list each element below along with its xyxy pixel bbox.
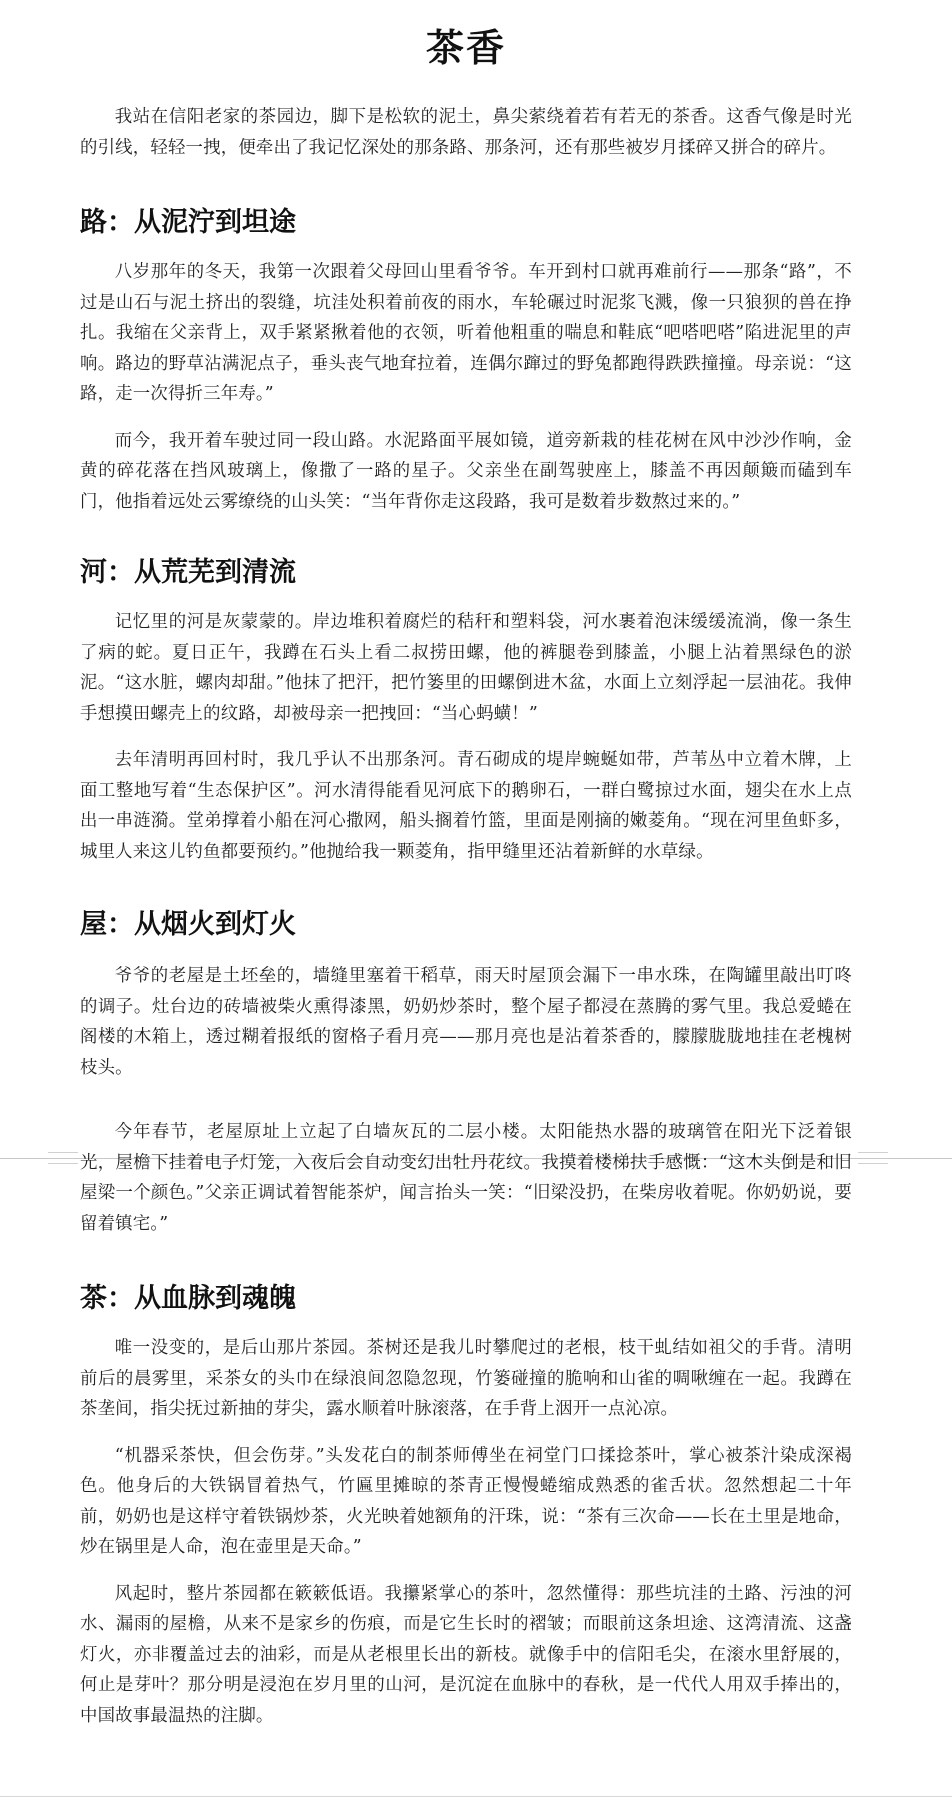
road-paragraph-2: 而今，我开着车驶过同一段山路。水泥路面平展如镜，道旁新栽的桂花树在风中沙沙作响，金黄的碎花落在挡风玻璃上，像撒了一路的星子。父亲坐在副驾驶座上，膝盖不再因颠簸而磕到车门，他指着远处云雾缭绕的山头笑：“当年背你走这段路，我可是数着步数熬过来的。”: [80, 430, 852, 512]
house-paragraph-2: 今年春节，老屋原址上立起了白墙灰瓦的二层小楼。太阳能热水器的玻璃管在阳光下泛着银光，屋檐下挂着电子灯笼，入夜后会自动变幻出牡丹花纹。我摸着楼梯扶手感慨：“这木头倒是和旧屋梁一个颜色。”父亲正调试着智能茶炉，闻言抬头一笑：“旧梁没扔，在柴房收着呢。你奶奶说，要留着镇宅。”: [80, 1122, 852, 1234]
river-paragraph-1: 记忆里的河是灰蒙蒙的。岸边堆积着腐烂的秸秆和塑料袋，河水裹着泡沫缓缓流淌，像一条生了病的蛇。夏日正午，我蹲在石头上看二叔捞田螺，他的裤腿卷到膝盖，小腿上沾着黑绿色的淤泥。“这水脏，螺肉却甜。”他抹了把汗，把竹篓里的田螺倒进木盆，水面上立刻浮起一层油花。我伸手想摸田螺壳上的纹路，却被母亲一把拽回：“当心蚂蟥！”: [80, 612, 852, 724]
road-paragraph-1: 八岁那年的冬天，我第一次跟着父母回山里看爷爷。车开到村口就再难前行——那条“路”，不过是山石与泥土挤出的裂缝，坑洼处积着前夜的雨水，车轮碾过时泥浆飞溅，像一只狼狈的兽在挣扎。我缩在父亲背上，双手紧紧揪着他的衣领，听着他粗重的喘息和鞋底“吧嗒吧嗒”陷进泥里的声响。路边的野草沾满泥点子，垂头丧气地耷拉着，连偶尔蹿过的野兔都跑得跌跌撞撞。母亲说：“这路，走一次得折三年寿。”: [80, 262, 852, 404]
page-break-marker-left: [48, 1152, 78, 1164]
section-heading-tea: 茶：从血脉到魂魄: [80, 1283, 296, 1314]
section-heading-house: 屋：从烟火到灯火: [80, 909, 296, 940]
tea-paragraph-1: 唯一没变的，是后山那片茶园。茶树还是我儿时攀爬过的老根，枝干虬结如祖父的手背。清明前后的晨雾里，采茶女的头巾在绿浪间忽隐忽现，竹篓碰撞的脆响和山雀的啁啾缠在一起。我蹲在茶垄间，指尖抚过新抽的芽尖，露水顺着叶脉滚落，在手背上洇开一点沁凉。: [80, 1338, 852, 1419]
document-body: [80, 22, 852, 1731]
section-heading-river: 河：从荒芜到清流: [80, 557, 296, 588]
section-heading-road: 路：从泥泞到坦途: [80, 207, 296, 238]
intro-paragraph: 我站在信阳老家的茶园边，脚下是松软的泥土，鼻尖萦绕着若有若无的茶香。这香气像是时光的引线，轻轻一拽，便牵出了我记忆深处的那条路、那条河，还有那些被岁月揉碎又拼合的碎片。: [80, 107, 852, 158]
tea-paragraph-3: 风起时，整片茶园都在簌簌低语。我攥紧掌心的茶叶，忽然懂得：那些坑洼的土路、污浊的河水、漏雨的屋檐，从来不是家乡的伤痕，而是它生长时的褶皱；而眼前这条坦途、这湾清流、这盏灯火，亦非覆盖过去的油彩，而是从老根里长出的新枝。就像手中的信阳毛尖，在滚水里舒展的，何止是芽叶？那分明是浸泡在岁月里的山河，是沉淀在血脉中的春秋，是一代代人用双手捧出的，中国故事最温热的注脚。: [80, 1583, 852, 1726]
tea-paragraph-2: “机器采茶快，但会伤芽。”头发花白的制茶师傅坐在祠堂门口揉捻茶叶，掌心被茶汁染成深褐色。他身后的大铁锅冒着热气，竹匾里摊晾的茶青正慢慢蜷缩成熟悉的雀舌状。忽然想起二十年前，奶奶也是这样守着铁锅炒茶，火光映着她额角的汗珠，说：“茶有三次命——长在土里是地命，炒在锅里是人命，泡在壶里是天命。”: [80, 1445, 852, 1557]
house-paragraph-1: 爷爷的老屋是土坯垒的，墙缝里塞着干稻草，雨天时屋顶会漏下一串水珠，在陶罐里敲出叮咚的调子。灶台边的砖墙被柴火熏得漆黑，奶奶炒茶时，整个屋子都浸在蒸腾的雾气里。我总爱蜷在阁楼的木箱上，透过糊着报纸的窗格子看月亮——那月亮也是沾着茶香的，朦朦胧胧地挂在老槐树枝头。: [80, 966, 852, 1078]
page-break-marker-right: [858, 1152, 888, 1164]
page-bottom-edge: [0, 1796, 952, 1797]
document-title: 茶香: [425, 25, 506, 70]
river-paragraph-2: 去年清明再回村时，我几乎认不出那条河。青石砌成的堤岸蜿蜒如带，芦苇丛中立着木牌，上面工整地写着“生态保护区”。河水清得能看见河底下的鹅卵石，一群白鹭掠过水面，翅尖在水上点出一串涟漪。堂弟撑着小船在河心撒网，船头搁着竹篮，里面是刚摘的嫩菱角。“现在河里鱼虾多，城里人来这儿钓鱼都要预约。”他抛给我一颗菱角，指甲缝里还沾着新鲜的水草绿。: [80, 750, 852, 862]
